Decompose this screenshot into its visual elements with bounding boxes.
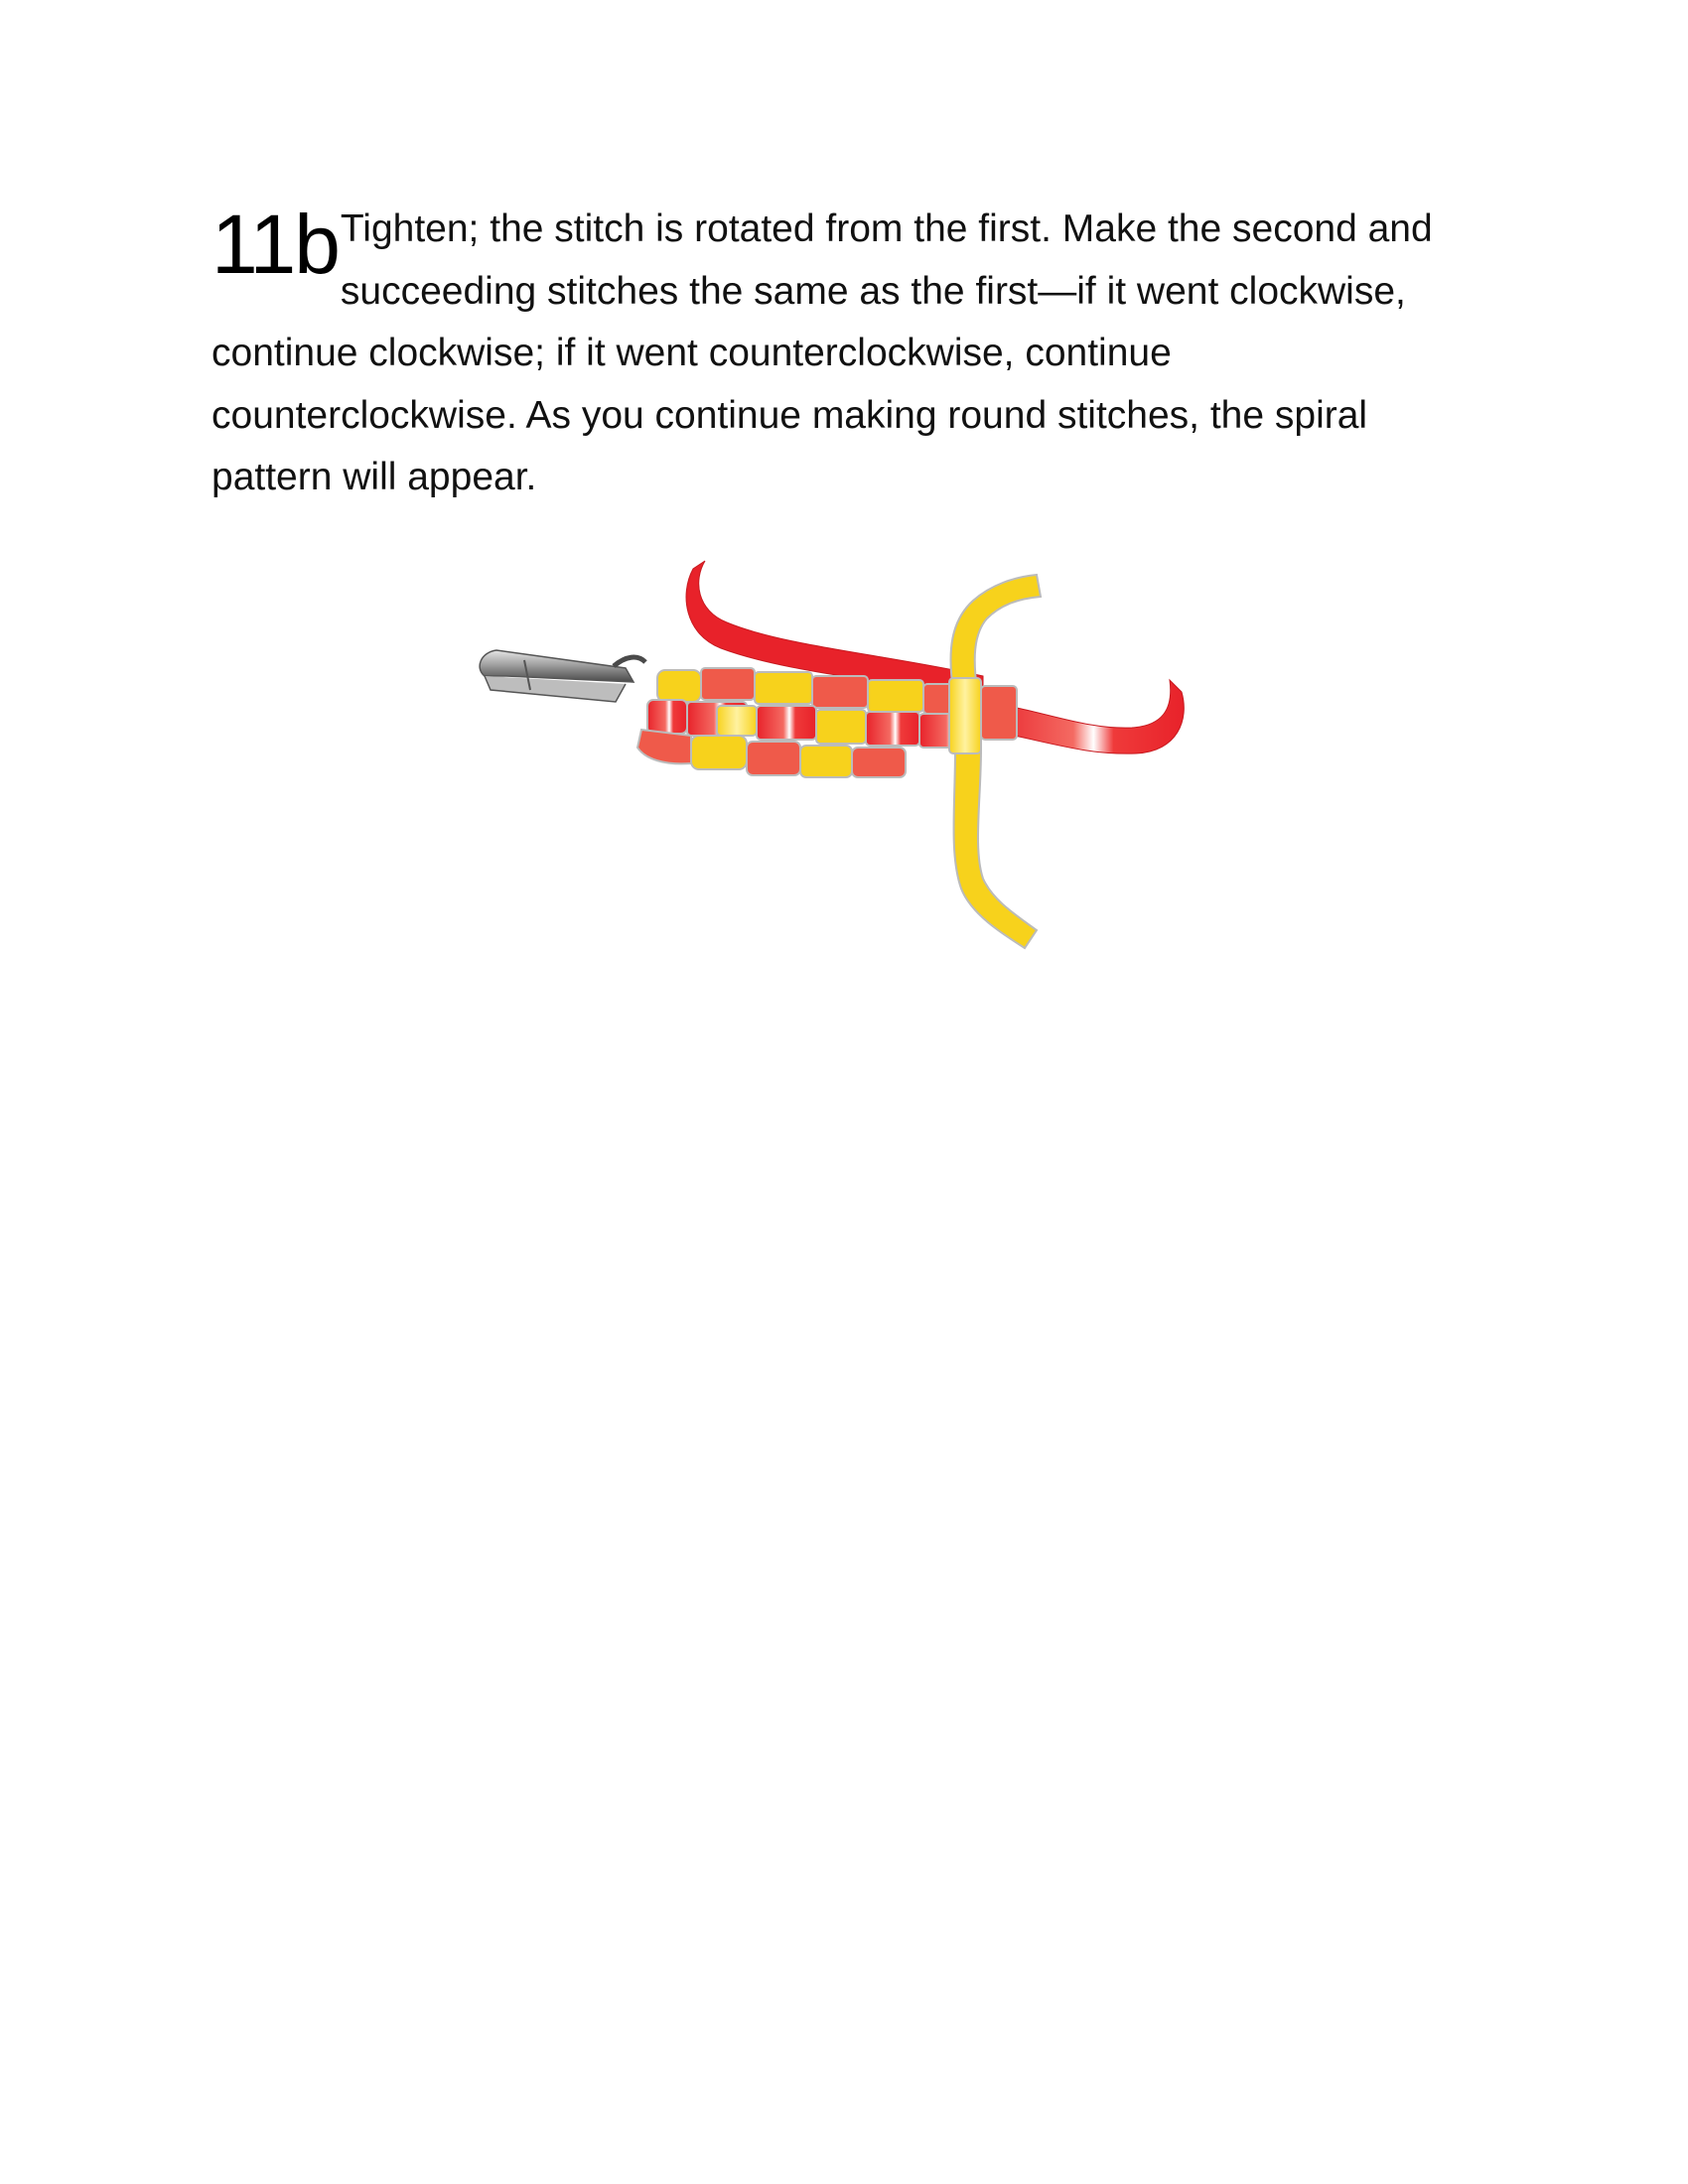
yellow-lace-wrap [949, 678, 981, 753]
step-number: 11b [211, 198, 339, 291]
step-text: Tighten; the stitch is rotated from the first. Make the second and succeeding stitches the same as the first—if it went clockwise, continue clockwise; if it went counterclockwise, continue counterclockwise. As you continue making round stitches, the spiral pattern will appear. [211, 207, 1433, 498]
lanyard-clip [480, 650, 645, 702]
lanyard-stitch-illustration [467, 551, 1221, 968]
yellow-lace-vertical [950, 575, 1041, 948]
woven-stitches [637, 668, 979, 777]
red-lace-wrap [981, 686, 1017, 740]
instruction-step [211, 199, 1482, 509]
